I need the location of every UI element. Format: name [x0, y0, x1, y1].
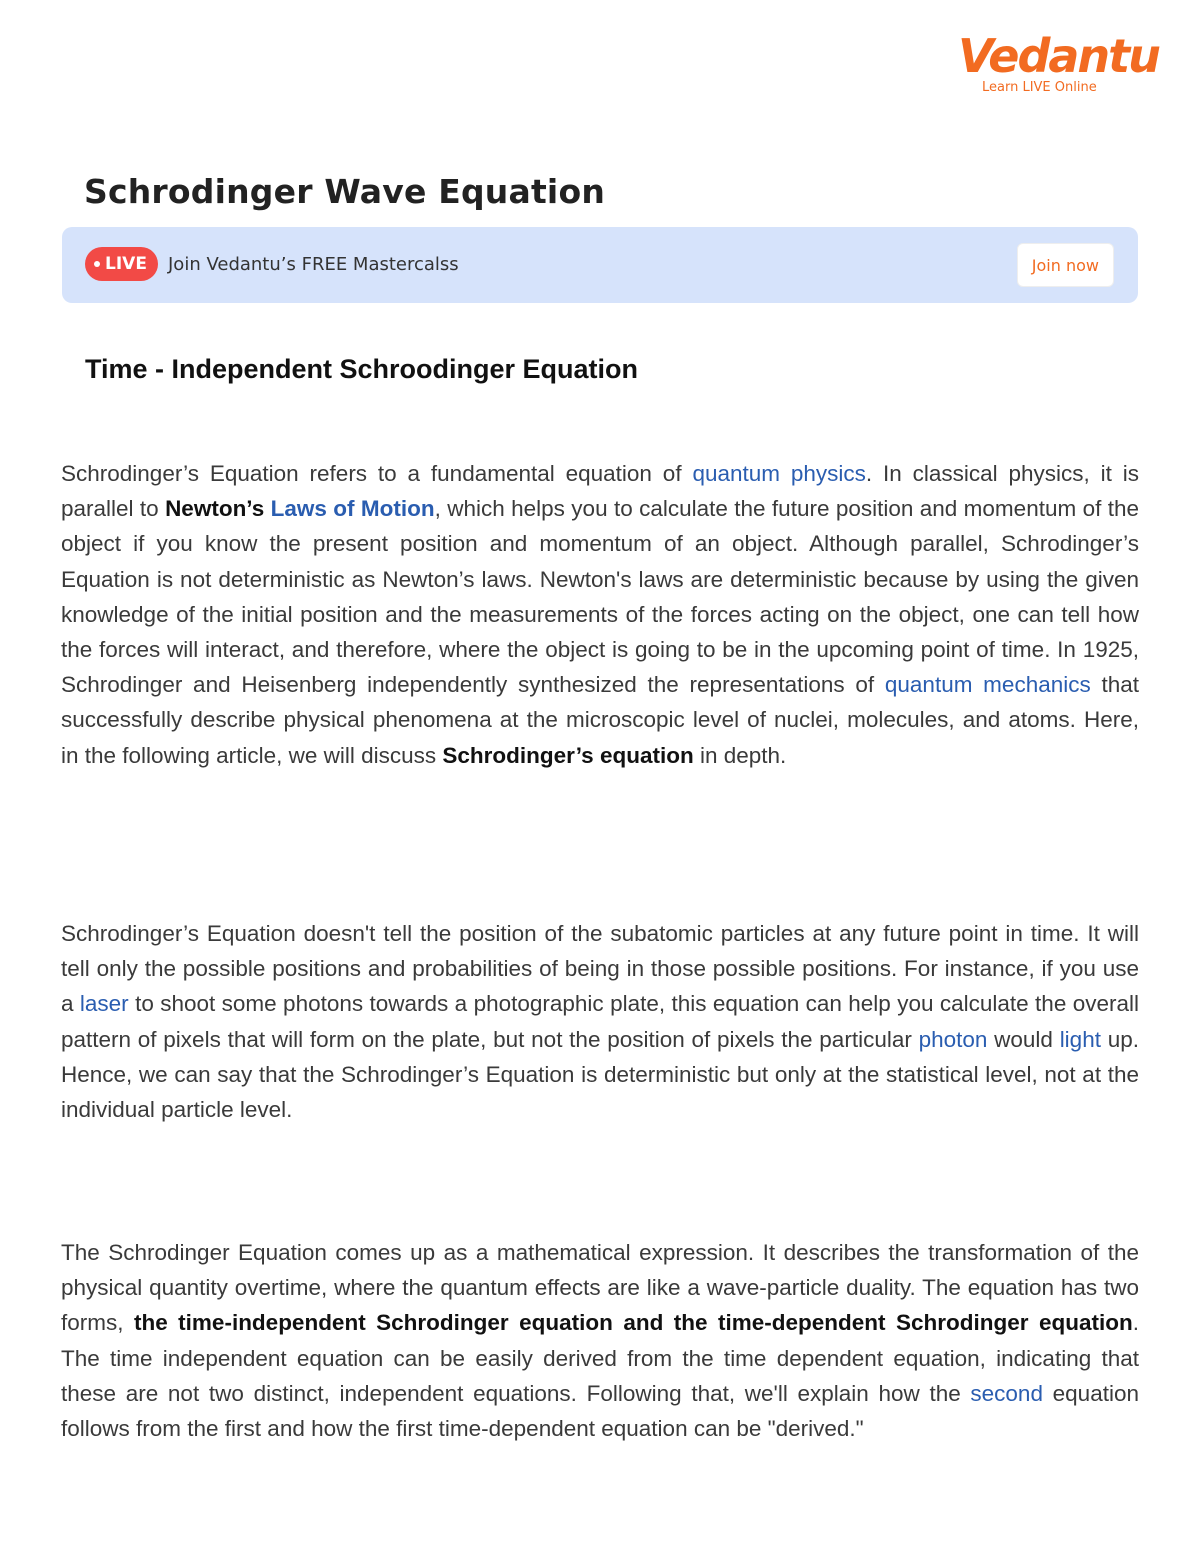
text-run: in depth.: [693, 742, 787, 768]
page-title: Schrodinger Wave Equation: [84, 172, 606, 211]
link-light[interactable]: light: [1059, 1026, 1101, 1052]
live-badge-label: LIVE: [105, 254, 147, 274]
paragraph-forms: [61, 1235, 1139, 1446]
live-dot-icon: [94, 261, 100, 267]
text-run: equation follows from the first and how the first time-dependent equation can be "derived.": [61, 1380, 1139, 1442]
text-run: that successfully describe physical phenomena at the microscopic level of nuclei, molecules, and atoms. Here, in the following article, we will discuss: [61, 672, 1139, 768]
text-run: . In classical physics, it is parallel to: [61, 461, 1140, 522]
text-run: to shoot some photons towards a photographic plate, this equation can help you calculate the overall pattern of pixels that will form on the plate, but not the position of pixels the particular: [61, 991, 1139, 1052]
link-laws-of-motion[interactable]: Laws of Motion: [270, 496, 435, 522]
bold-schrodingers-equation: Schrodinger’s equation: [442, 742, 694, 768]
text-run: , which helps you to calculate the future position and momentum of the object if you know the present position and momentum of an object. Although parallel, Schrodinger’s Equation is not deterministic as Newton’s laws. Newton's laws are deterministic because by using the given knowledge of the initial position and the measurements of the forces acting on the object, one can tell how the forces will interact, and therefore, where the object is going to be in the upcoming point of time. In 1925, Schrodinger and Heisenberg independently synthesized the representations of: [61, 496, 1140, 698]
paragraph-intro: [61, 456, 1139, 773]
section-heading: Time - Independent Schroodinger Equation: [85, 354, 639, 384]
logo-tagline: Learn LIVE Online: [982, 80, 1097, 95]
bold-two-forms: the time-independent Schrodinger equation and the time-dependent Schrodinger equation: [133, 1310, 1133, 1336]
logo-wordmark: Vedantu: [958, 29, 1159, 83]
join-now-button[interactable]: Join now: [1017, 243, 1114, 287]
link-second[interactable]: second: [970, 1380, 1043, 1406]
link-quantum-physics[interactable]: quantum physics: [692, 461, 866, 486]
bold-text: Newton’s: [165, 496, 271, 522]
banner-text: Join Vedantu’s FREE Mastercalss: [168, 254, 459, 275]
text-run: up. Hence, we can say that the Schrodinger’s Equation is deterministic but only at the statistical level, not at the individual particle level.: [61, 1026, 1139, 1123]
live-badge: [85, 247, 158, 281]
link-photon[interactable]: photon: [918, 1026, 988, 1052]
text-run: would: [987, 1026, 1060, 1052]
link-laser[interactable]: laser: [79, 991, 129, 1017]
link-quantum-mechanics[interactable]: quantum mechanics: [884, 672, 1091, 698]
text-run: . The time independent equation can be easily derived from the time dependent equation, indicating that these are not two distinct, independent equations. Following that, we'll explain how the: [61, 1310, 1139, 1406]
bold-newtons: [165, 496, 435, 521]
masterclass-banner: [62, 227, 1138, 303]
paragraph-positions: [61, 916, 1139, 1127]
vedantu-logo[interactable]: [958, 29, 1159, 95]
text-run: Schrodinger’s Equation doesn't tell the position of the subatomic particles at any future point in time. It will tell only the possible positions and probabilities of being in those possible positions. For instance, if you use a: [61, 921, 1139, 1017]
text-run: Schrodinger’s Equation refers to a fundamental equation of: [61, 461, 693, 486]
text-run: The Schrodinger Equation comes up as a mathematical expression. It describes the transformation of the physical quantity overtime, where the quantum effects are like a wave-particle duality. The equation has two forms,: [61, 1240, 1139, 1336]
